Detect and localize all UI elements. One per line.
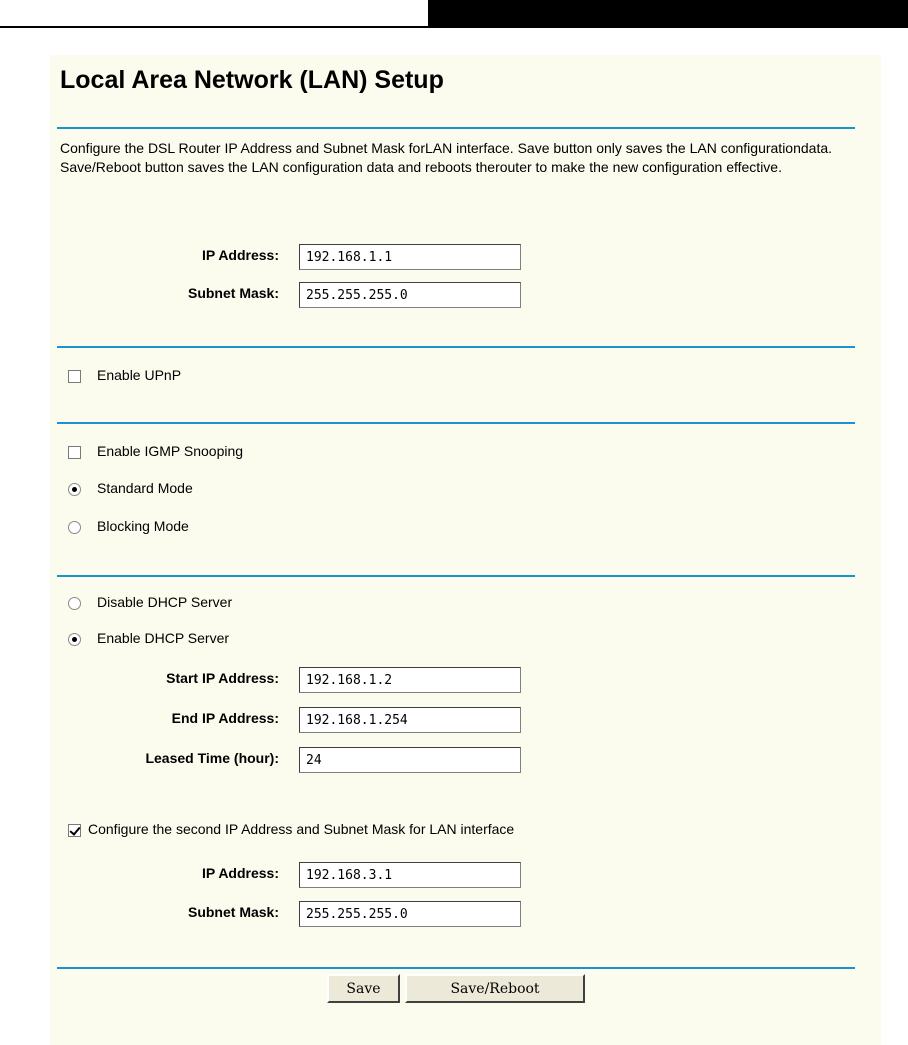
enable-igmp-label: Enable IGMP Snooping <box>97 443 244 459</box>
second-ip-address-input[interactable] <box>299 862 521 888</box>
section-divider <box>57 346 855 348</box>
save-reboot-button[interactable]: Save/Reboot <box>405 974 585 1003</box>
enable-upnp-checkbox[interactable] <box>68 370 81 383</box>
header-rule <box>0 26 908 28</box>
enable-dhcp-radio[interactable] <box>68 633 81 646</box>
end-ip-input[interactable] <box>299 707 521 733</box>
disable-dhcp-radio[interactable] <box>68 597 81 610</box>
standard-mode-radio[interactable] <box>68 483 81 496</box>
enable-igmp-checkbox[interactable] <box>68 446 81 459</box>
second-ip-label: Configure the second IP Address and Subnet Mask for LAN interface <box>88 821 515 837</box>
start-ip-input[interactable] <box>299 667 521 693</box>
start-ip-label: Start IP Address: <box>166 670 279 686</box>
header-bar <box>428 0 908 26</box>
standard-mode-label: Standard Mode <box>97 480 193 496</box>
page-description: Configure the DSL Router IP Address and Subnet Mask forLAN interface. Save button only saves the LAN configurationdata. Save/Reboot button saves the LAN configuration data and reboots therouter to make the new configuration effective. <box>60 140 833 175</box>
second-ip-address-label: IP Address: <box>201 865 279 881</box>
disable-dhcp-label: Disable DHCP Server <box>97 594 233 610</box>
section-divider <box>57 127 855 129</box>
second-ip-checkbox[interactable] <box>68 824 81 837</box>
enable-dhcp-label: Enable DHCP Server <box>97 630 230 646</box>
settings-panel <box>50 55 881 1045</box>
enable-upnp-label: Enable UPnP <box>97 367 182 383</box>
lease-time-label: Leased Time (hour): <box>145 750 279 766</box>
section-divider <box>57 967 855 969</box>
blocking-mode-label: Blocking Mode <box>97 518 189 534</box>
save-button[interactable]: Save <box>327 974 400 1003</box>
second-subnet-mask-input[interactable] <box>299 901 521 927</box>
lan-ip-label: IP Address: <box>201 247 279 263</box>
end-ip-label: End IP Address: <box>171 710 279 726</box>
lan-mask-input[interactable] <box>299 282 521 308</box>
lan-mask-label: Subnet Mask: <box>187 285 279 301</box>
lease-time-input[interactable] <box>299 747 521 773</box>
section-divider <box>57 422 855 424</box>
page-title: Local Area Network (LAN) Setup <box>60 66 444 94</box>
section-divider <box>57 575 855 577</box>
second-subnet-mask-label: Subnet Mask: <box>187 904 279 920</box>
lan-ip-input[interactable] <box>299 244 521 270</box>
blocking-mode-radio[interactable] <box>68 521 81 534</box>
